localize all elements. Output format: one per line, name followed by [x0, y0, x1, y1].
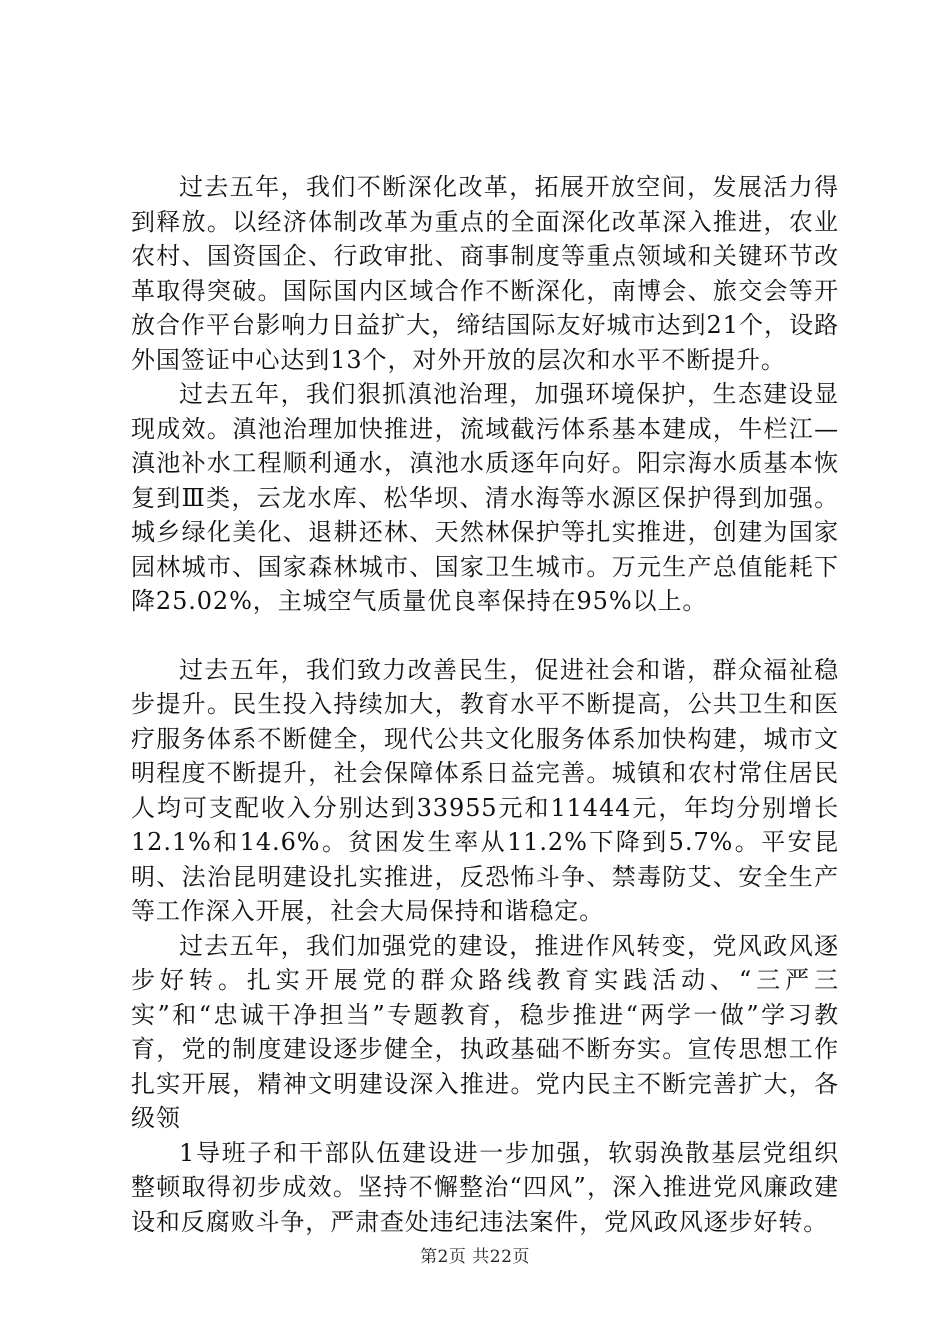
- paragraph-party-building: 过去五年，我们加强党的建设，推进作风转变，党风政风逐步好转。扎实开展党的群众路线教育实践活动、“三严三实”和“忠诚干净担当”专题教育，稳步推进“两学一做”学习教育，党的制度建设逐步健全，执政基础不断夯实。宣传思想工作扎实开展，精神文明建设深入推进。党内民主不断完善扩大，各级领: [131, 931, 839, 1132]
- document-body: [131, 170, 839, 1239]
- paragraph-continuation: 1导班子和干部队伍建设进一步加强，软弱涣散基层党组织整顿取得初步成效。坚持不懈整治“四风”，深入推进党风廉政建设和反腐败斗争，严肃查处违纪违法案件，党风政风逐步好转。: [131, 1138, 839, 1236]
- paragraph-livelihood: 过去五年，我们致力改善民生，促进社会和谐，群众福祉稳步提升。民生投入持续加大，教育水平不断提高，公共卫生和医疗服务体系不断健全，现代公共文化服务体系加快构建，城市文明程度不断提升，社会保障体系日益完善。城镇和农村常住居民人均可支配收入分别达到33955元和11444元，年均分别增长12.1%和14.6%。贫困发生率从11.2%下降到5.7%。平安昆明、法治昆明建设扎实推进，反恐怖斗争、禁毒防艾、安全生产等工作深入开展，社会大局保持和谐稳定。: [131, 655, 839, 925]
- paragraph-reform: 过去五年，我们不断深化改革，拓展开放空间，发展活力得到释放。以经济体制改革为重点的全面深化改革深入推进，农业农村、国资国企、行政审批、商事制度等重点领域和关键环节改革取得突破。国际国内区域合作不断深化，南博会、旅交会等开放合作平台影响力日益扩大，缔结国际友好城市达到21个，设路外国签证中心达到13个，对外开放的层次和水平不断提升。: [131, 173, 839, 374]
- paragraph-environment: 过去五年，我们狠抓滇池治理，加强环境保护，生态建设显现成效。滇池治理加快推进，流域截污体系基本建成，牛栏江—滇池补水工程顺利通水，滇池水质逐年向好。阳宗海水质基本恢复到Ⅲ类，云龙水库、松华坝、清水海等水源区保护得到加强。城乡绿化美化、退耕还林、天然林保护等扎实推进，创建为国家园林城市、国家森林城市、国家卫生城市。万元生产总值能耗下降25.02%，主城空气质量优良率保持在95%以上。: [131, 380, 839, 615]
- page-number-footer: 第2页 共22页: [420, 1247, 530, 1267]
